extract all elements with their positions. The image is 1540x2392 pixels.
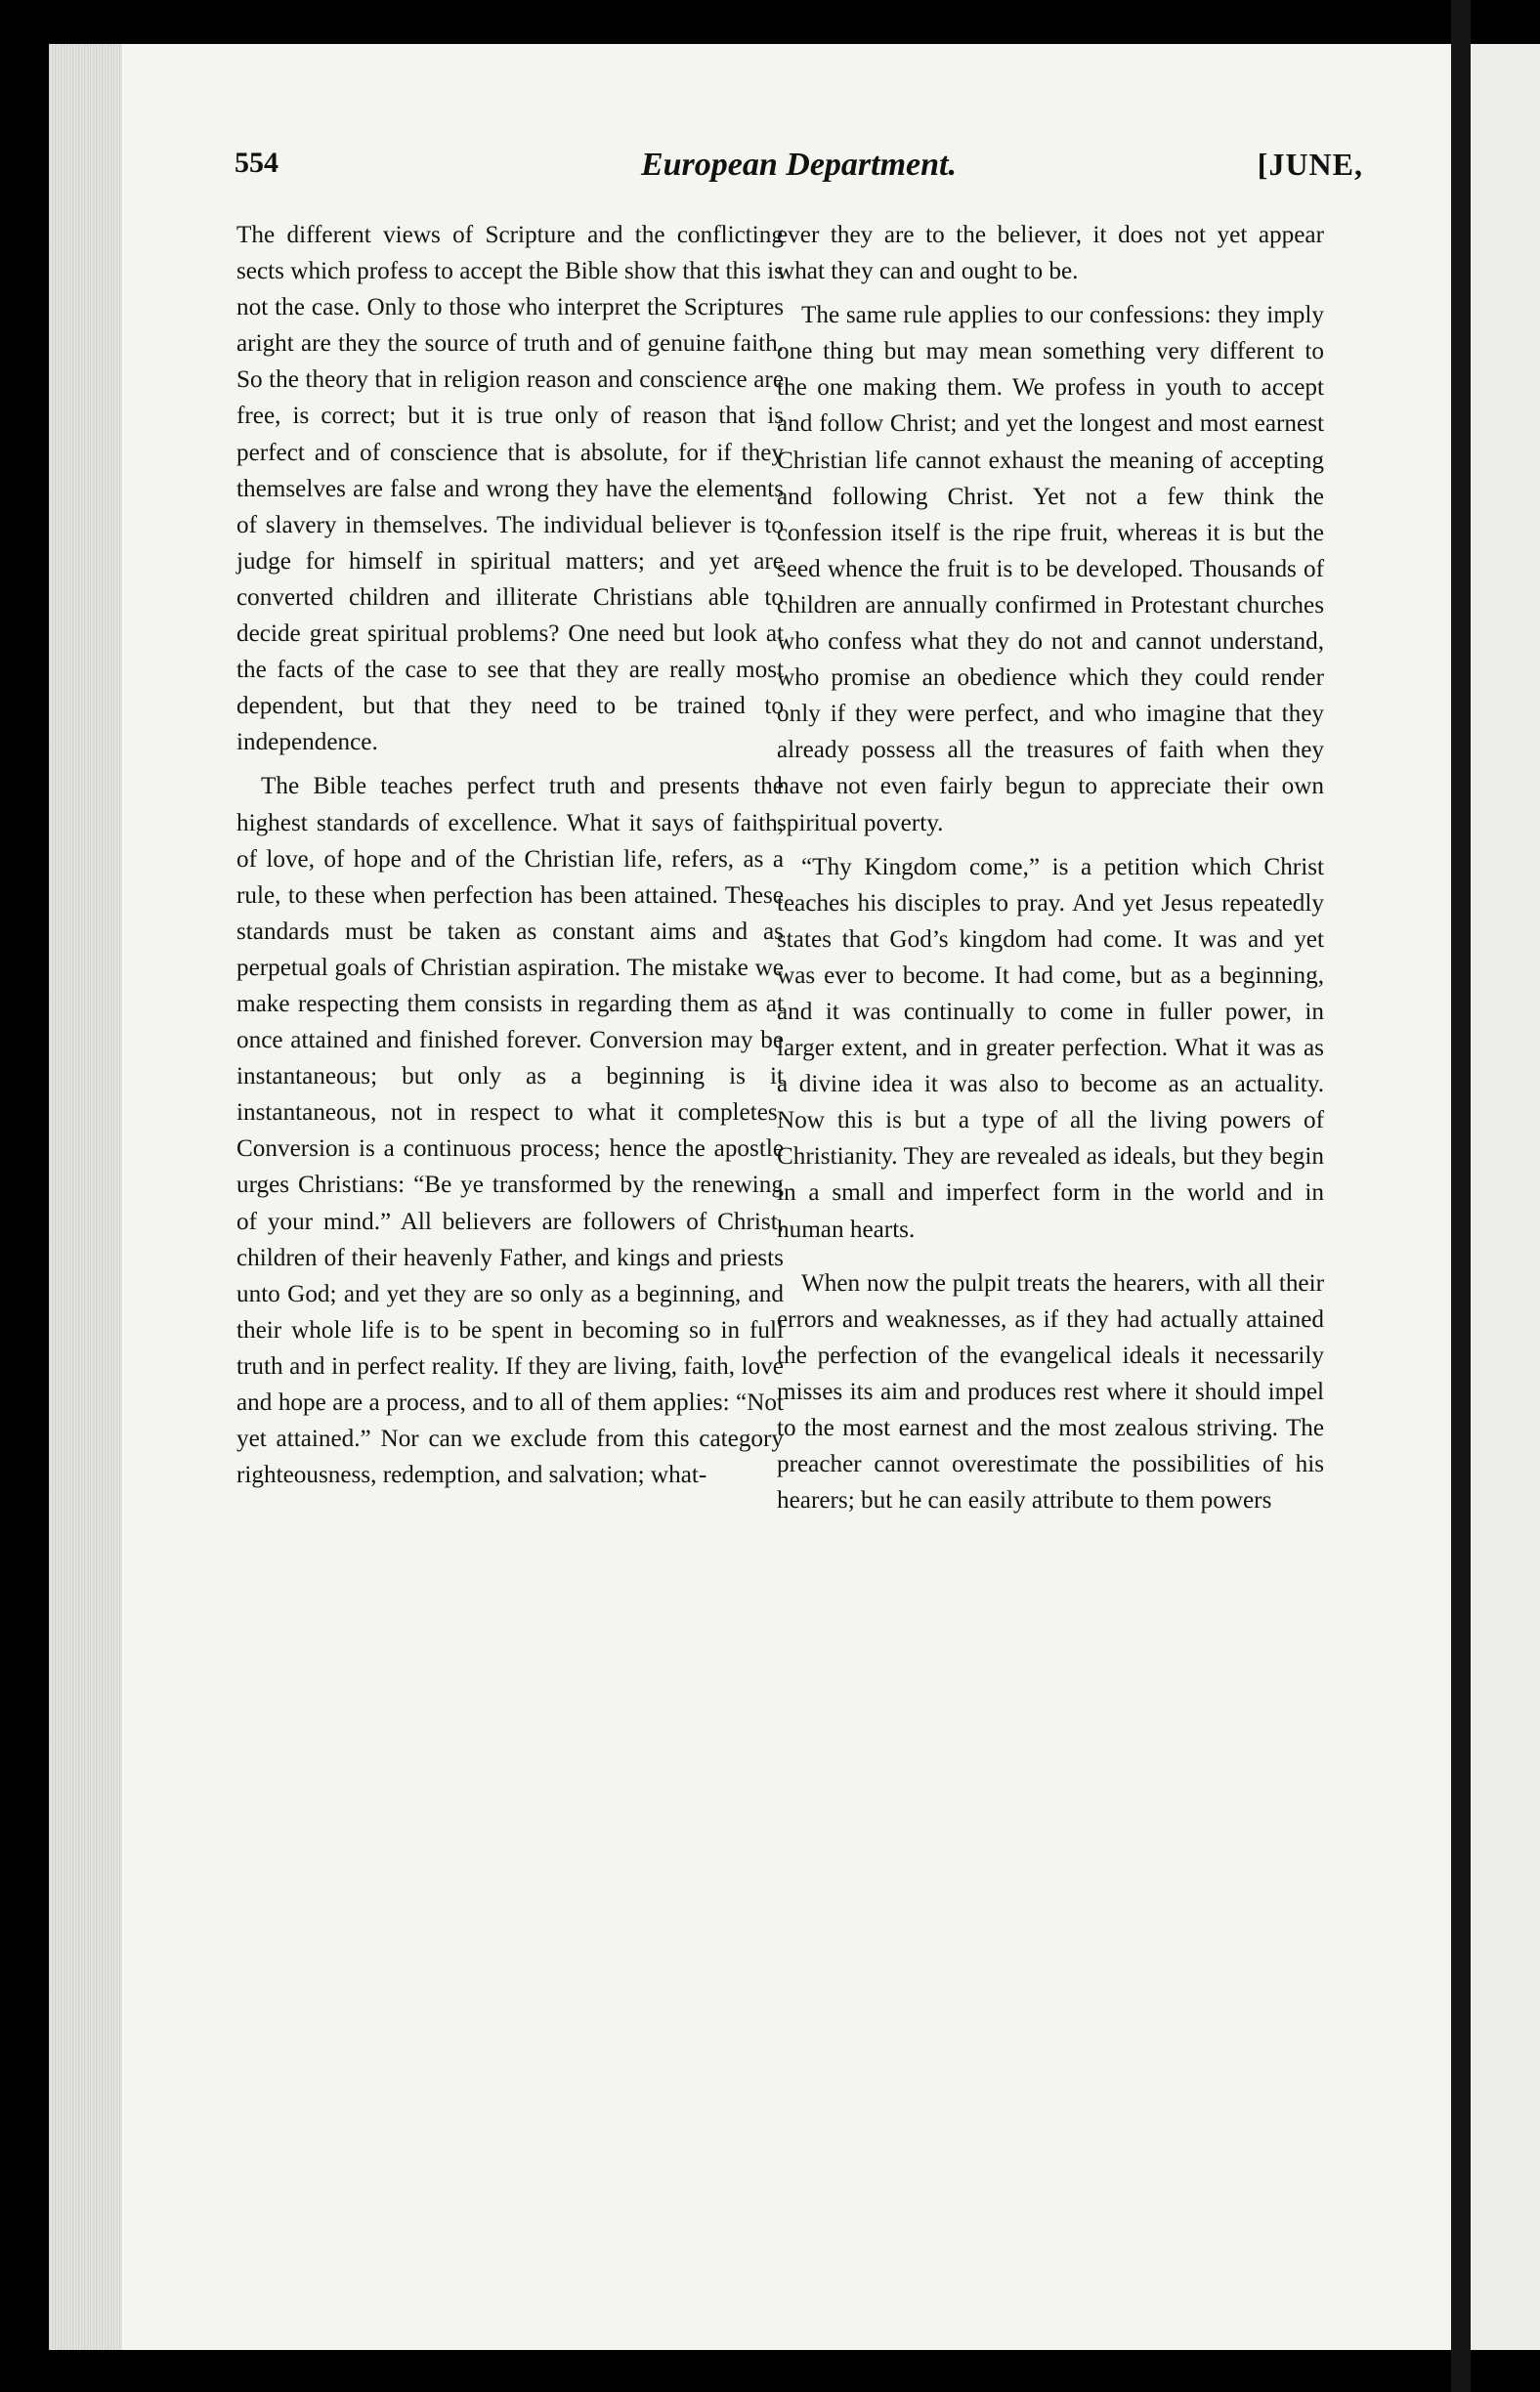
facing-page-edge bbox=[1471, 44, 1540, 2350]
running-date: [JUNE, bbox=[1257, 147, 1363, 182]
running-title: European Department. bbox=[640, 147, 958, 183]
page-number: 554 bbox=[235, 147, 278, 179]
gutter-shadow bbox=[1451, 0, 1471, 2392]
running-header bbox=[235, 147, 1363, 205]
paragraph: When now the pulpit treats the hearers, with all their errors and weaknesses, as if they had actually attained the perfection of the evangelical ideals it necessarily misses its aim and produces rest where it should impel to the most earnest and the most zealous striving. The preacher cannot overestimate the possibilities of his hearers; but he can easily attribute to them powers bbox=[777, 1269, 1324, 1515]
paragraph: The Bible teaches perfect truth and presents the highest standards of excellence. What it says of faith, of love, of hope and of the Christian life, refers, as a rule, to these when perfection has been attained. These standards must be taken as constant aims and as perpetual goals of Christian aspiration. The mistake we make respecting them consists in regarding them as at once attained and finished forever. Conversion may be instantaneous; but only as a beginning is it instantaneous, not in respect to what it completes. Conversion is a continuous process; hence the apostle urges Christians: “Be ye transformed by the renewing of your mind.” All believers are followers of Christ, children of their heavenly Father, and kings and priests unto God; and yet they are so only as a beginning, and their whole life is to be spent in becoming so in full truth and in perfect reality. If they are living, faith, love and hope are a process, and to all of them applies: “Not yet attained.” Nor can we exclude from this category righteousness, redemption, and salvation; what- bbox=[236, 773, 784, 1489]
page-edge-stack bbox=[49, 44, 122, 2350]
paragraph: The different views of Scripture and the conflicting sects which profess to accept the Bible show that this is not the case. Only to those who interpret the Scriptures aright are they the source of truth and of genuine faith. So the theory that in religion reason and conscience are free, is correct; but it is true only of reason that is perfect and of conscience that is absolute, for if they themselves are false and wrong they have the elements of slavery in themselves. The individual believer is to judge for himself in spiritual matters; and yet are converted children and illiterate Christians able to decide great spiritual problems? One need but look at the facts of the case to see that they are really most dependent, but that they need to be trained to independence. bbox=[236, 222, 784, 756]
right-column bbox=[777, 217, 1324, 1518]
paragraph: ever they are to the believer, it does not yet appear what they can and ought to be. bbox=[777, 222, 1324, 285]
left-column bbox=[236, 217, 784, 1493]
paragraph: “Thy Kingdom come,” is a petition which Christ teaches his disciples to pray. And yet Jesus repeatedly states that God’s kingdom had come. It was and yet was ever to become. It had come, but as a beginning, and it was continually to come in fuller power, in larger extent, and in greater perfection. What it was as a divine idea it was also to become as an actuality. Now this is but a type of all the living powers of Christianity. They are revealed as ideals, but they begin in a small and imperfect form in the world and in human hearts. bbox=[777, 853, 1324, 1243]
paragraph: The same rule applies to our confessions: they imply one thing but may mean something very different to the one making them. We profess in youth to accept and follow Christ; and yet the longest and most earnest Christian life cannot exhaust the meaning of accepting and following Christ. Yet not a few think the confession itself is the ripe fruit, whereas it is but the seed whence the fruit is to be developed. Thousands of children are annually confirmed in Protestant churches who confess what they do not and cannot understand, who promise an obedience which they could render only if they were perfect, and who imagine that they already possess all the treasures of faith when they have not even fairly begun to appreciate their own spiritual poverty. bbox=[777, 302, 1324, 836]
